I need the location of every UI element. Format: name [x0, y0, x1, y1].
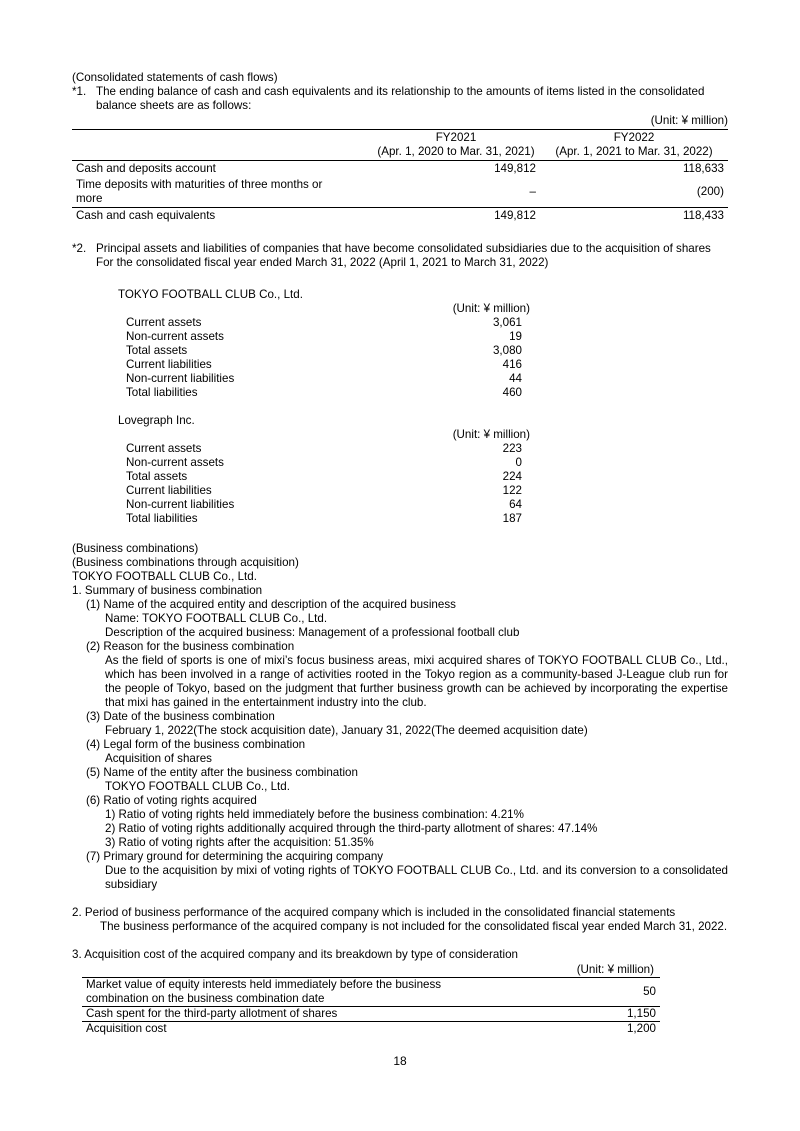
list-item: Current liabilities 416 [126, 358, 522, 371]
table-row: Acquisition cost 1,200 [86, 1022, 656, 1035]
note-2-line2: For the consolidated fiscal year ended March 31, 2022 (April 1, 2021 to March 31, 2022) [96, 256, 549, 269]
list-item: Non-current assets 0 [126, 456, 522, 469]
company-unit: (Unit: ¥ million) [452, 428, 530, 441]
list-item: Non-current liabilities 64 [126, 498, 522, 511]
company-name: TOKYO FOOTBALL CLUB Co., Ltd. [118, 288, 303, 301]
company-name: TOKYO FOOTBALL CLUB Co., Ltd. [72, 570, 257, 583]
section-heading: (Business combinations) [72, 542, 199, 555]
table-row: Cash spent for the third-party allotment of shares 1,150 [82, 1007, 660, 1022]
list-item: Non-current assets 19 [126, 330, 522, 343]
list-item: Total assets 224 [126, 470, 522, 483]
note-2-line1: Principal assets and liabilities of companies that have become consolidated subsidiaries due to the acquisition of shares [96, 242, 711, 255]
company-balance-table [126, 428, 530, 526]
note-1-text: The ending balance of cash and cash equivalents and its relationship to the amounts of items listed in the consolidated balance sheets are as follows: [96, 85, 705, 112]
table-row: Cash and deposits account 149,812 118,633 [76, 162, 724, 175]
list-item: Non-current liabilities 44 [126, 372, 522, 385]
note-1 [72, 85, 728, 113]
list-item: Current assets 3,061 [126, 316, 522, 329]
table-row: Market value of equity interests held immediately before the business combination on the business combination date 50 [82, 978, 660, 1007]
acquisition-cost-table [82, 977, 660, 1036]
list-item: Total liabilities 187 [126, 512, 522, 525]
note-2-mark: *2. [72, 242, 87, 255]
company-balance-table [126, 302, 530, 400]
reason-paragraph: As the field of sports is one of mixi’s focus business areas, mixi acquired shares of TOKYO FOOTBALL CLUB Co., Ltd., which has been involved in a range of activities rooted in the Tokyo region as a community-based J-League club run for the people of Tokyo, based on the judgment that further business growth can be achieved by incorporating the expertise that mixi has gained in the entertainment industry into the club. [105, 654, 728, 709]
list-item: Total liabilities 460 [126, 386, 522, 399]
column-fy2022: FY2022 (Apr. 1, 2021 to Mar. 31, 2022) [540, 130, 728, 161]
business-combinations-section: (Business combinations) (Business combinations through acquisition) TOKYO FOOTBALL CLUB Co., Ltd. 1. Summary of business combination (1) Name of the acquired entity and description of the acquired business Name: TOKYO FOOTBALL CLUB Co., Ltd. Description of the acquired business: Management of a professional football club (2) Reason for the business combination As the field of sports is one of mixi’s focus business areas, mixi acquired shares of TOKYO FOOTBALL CLUB Co., Ltd., which has been involved in a range of activities rooted in the Tokyo region as a community-based J-League club run for the people of Tokyo, based on the judgment that further business growth can be achieved by incorporating the expertise that mixi has gained in the entertainment industry into the club. (3) Date of the business combination February 1, 2022(The stock acquisition date), January 31, 2022(The deemed acquisition date) (4) Legal form of the business combination Acquisition of shares (5) Name of the entity after the business combination TOKYO FOOTBALL CLUB Co., Ltd. (6) Ratio of voting rights acquired 1) Ratio of voting rights held immediately before the business combination: 4.21% 2) Ratio of voting rights additionally acquired through the third-party allotment of shares: 47.14% 3) Ratio of voting rights after the acquisition: 51.35% (7) Primary ground for determining the acquiring company Due to the acquisition by mixi of voting rights of TOKYO FOOTBALL CLUB Co., Ltd. and its conversion to a consolidated subsidiary 2. Period of business performance of the acquired company which is included in the consolidated financial statements The business performance of the acquired company is not included for the consolidated fiscal year ended March 31, 2022. 3. Acquisition cost of the acquired company and its breakdown by type of consideration (Unit: ¥ million) Market value of equity interests held immediately before the business combination on the business combination date 50 Cash spent for the third-party allotment of shares 1,150 Acquisition cost 1,200 [72, 542, 728, 1035]
table-row: Time deposits with maturities of three months or more – (200) [72, 177, 728, 208]
cashflow-heading: (Consolidated statements of cash flows) [72, 71, 278, 84]
cashflow-unit: (Unit: ¥ million) [650, 114, 728, 127]
note-1-mark: *1. [72, 85, 87, 98]
note-2 [72, 242, 728, 270]
summary-title: 1. Summary of business combination [72, 584, 263, 597]
acquisition-unit: (Unit: ¥ million) [576, 963, 654, 976]
cashflow-table [72, 129, 728, 224]
column-fy2021: FY2021 (Apr. 1, 2020 to Mar. 31, 2021) [372, 130, 540, 161]
document-page [72, 71, 728, 1036]
acquisition-cost-title: 3. Acquisition cost of the acquired company and its breakdown by type of consideration [72, 948, 518, 961]
list-item: Current liabilities 122 [126, 484, 522, 497]
list-item: Total assets 3,080 [126, 344, 522, 357]
list-item: Current assets 223 [126, 442, 522, 455]
page-number: 18 [393, 1054, 407, 1068]
period-title: 2. Period of business performance of the acquired company which is included in the consolidated financial statements [72, 906, 676, 919]
table-row: Cash and cash equivalents 149,812 118,433 [76, 209, 724, 222]
section-subheading: (Business combinations through acquisition) [72, 556, 299, 569]
company-name: Lovegraph Inc. [118, 414, 195, 427]
cashflow-table-header [72, 130, 728, 161]
company-unit: (Unit: ¥ million) [452, 302, 530, 315]
